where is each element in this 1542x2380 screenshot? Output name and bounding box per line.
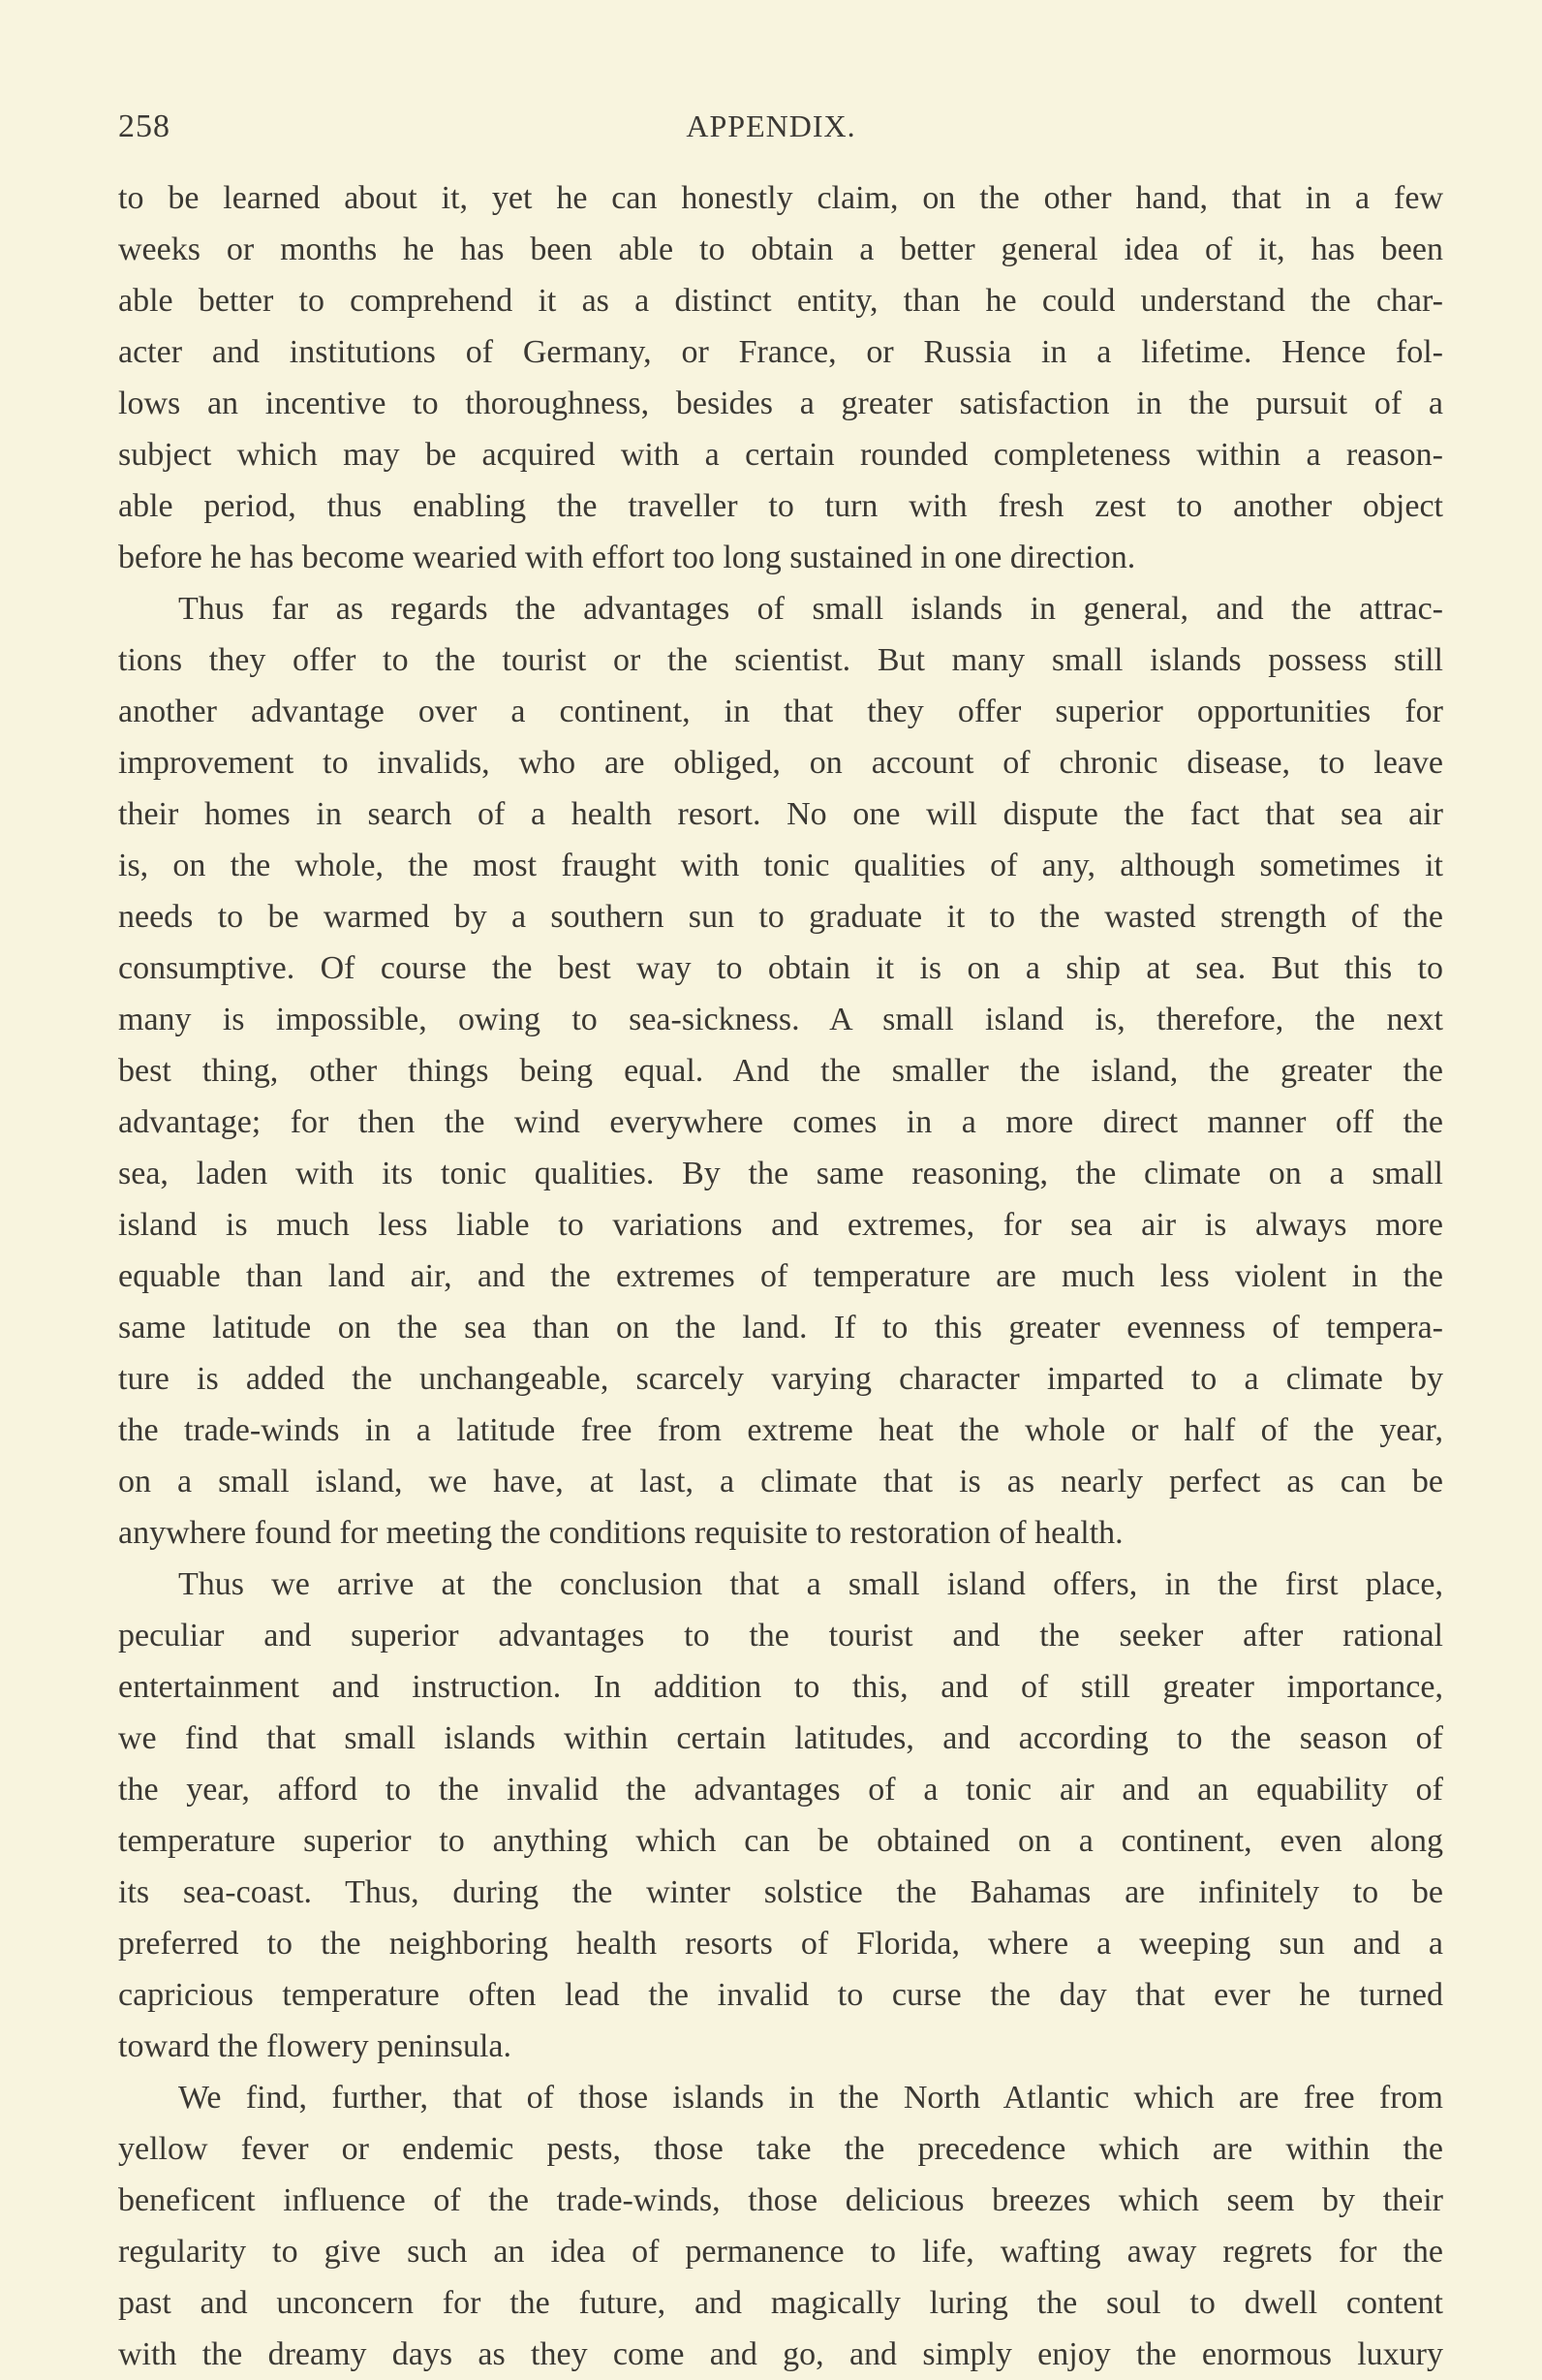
text-line: We find, further, that of those islands in the North Atlantic which are free from (178, 2080, 1443, 2116)
text-line: past and unconcern for the future, and magically luring the soul to dwell content (118, 2285, 1443, 2321)
text-line: temperature superior to anything which can be obtained on a continent, even along (118, 1823, 1443, 1859)
text-line: is, on the whole, the most fraught with tonic qualities of any, although sometimes it (118, 848, 1443, 883)
text-line: the year, afford to the invalid the advantages of a tonic air and an equability of (118, 1772, 1443, 1808)
text-line: entertainment and instruction. In addition to this, and of still greater importance, (118, 1669, 1443, 1705)
running-title: APPENDIX. (686, 108, 856, 143)
text-line: many is impossible, owing to sea-sickness. A small island is, therefore, the next (118, 1002, 1443, 1037)
text-line: advantage; for then the wind everywhere comes in a more direct manner off the (118, 1104, 1443, 1140)
text-line: improvement to invalids, who are obliged, on account of chronic disease, to leave (118, 745, 1443, 781)
paragraph (118, 583, 1443, 1559)
text-line: capricious temperature often lead the invalid to curse the day that ever he turned (118, 1977, 1443, 2013)
paragraph (118, 1559, 1443, 2072)
text-line: lows an incentive to thoroughness, besides a greater satisfaction in the pursuit of a (118, 386, 1443, 421)
text-line: subject which may be acquired with a certain rounded completeness within a reason- (118, 437, 1443, 473)
text-line: regularity to give such an idea of permanence to life, wafting away regrets for the (118, 2234, 1443, 2270)
text-line: preferred to the neighboring health resorts of Florida, where a weeping sun and a (118, 1926, 1443, 1962)
text-line: ture is added the unchangeable, scarcely varying character imparted to a climate by (118, 1361, 1443, 1397)
page-number: 258 (118, 108, 170, 144)
text-line: beneficent influence of the trade-winds, those delicious breezes which seem by their (118, 2182, 1443, 2218)
text-line: weeks or months he has been able to obtain a better general idea of it, has been (118, 232, 1443, 267)
text-line: peculiar and superior advantages to the tourist and the seeker after rational (118, 1618, 1443, 1654)
text-line: before he has become wearied with effort too long sustained in one direction. (118, 540, 1136, 575)
text-line: consumptive. Of course the best way to obtain it is on a ship at sea. But this to (118, 950, 1443, 986)
text-line: anywhere found for meeting the conditions requisite to restoration of health. (118, 1515, 1124, 1551)
text-line: acter and institutions of Germany, or France, or Russia in a lifetime. Hence fol- (118, 334, 1443, 370)
page-body (118, 172, 1443, 2380)
text-line: yellow fever or endemic pests, those take the precedence which are within the (118, 2131, 1443, 2167)
text-line: best thing, other things being equal. And the smaller the island, the greater the (118, 1053, 1443, 1089)
paragraph (118, 172, 1443, 583)
text-line: same latitude on the sea than on the land. If to this greater evenness of tempera- (118, 1310, 1443, 1345)
text-line: toward the flowery peninsula. (118, 2028, 511, 2064)
text-line: sea, laden with its tonic qualities. By the same reasoning, the climate on a small (118, 1156, 1443, 1191)
text-line: able period, thus enabling the traveller to turn with fresh zest to another object (118, 488, 1443, 524)
text-line: we find that small islands within certain latitudes, and according to the season of (118, 1720, 1443, 1756)
paragraph (118, 2072, 1443, 2380)
text-line: tions they offer to the tourist or the scientist. But many small islands possess still (118, 642, 1443, 678)
text-line: equable than land air, and the extremes of temperature are much less violent in the (118, 1258, 1443, 1294)
text-line: Thus we arrive at the conclusion that a small island offers, in the first place, (178, 1566, 1443, 1602)
text-line: able better to comprehend it as a distinct entity, than he could understand the char- (118, 283, 1443, 319)
text-line: the trade-winds in a latitude free from extreme heat the whole or half of the year, (118, 1412, 1443, 1448)
text-line: their homes in search of a health resort. No one will dispute the fact that sea air (118, 796, 1443, 832)
text-line: another advantage over a continent, in that they offer superior opportunities for (118, 694, 1443, 729)
text-line: with the dreamy days as they come and go, and simply enjoy the enormous luxury (118, 2336, 1443, 2372)
text-line: island is much less liable to variations and extremes, for sea air is always more (118, 1207, 1443, 1243)
text-line: to be learned about it, yet he can honestly claim, on the other hand, that in a few (118, 180, 1443, 216)
text-line: its sea-coast. Thus, during the winter solstice the Bahamas are infinitely to be (118, 1874, 1443, 1910)
text-line: Thus far as regards the advantages of small islands in general, and the attrac- (178, 591, 1443, 627)
text-line: needs to be warmed by a southern sun to graduate it to the wasted strength of the (118, 899, 1443, 935)
text-line: on a small island, we have, at last, a climate that is as nearly perfect as can be (118, 1464, 1443, 1499)
